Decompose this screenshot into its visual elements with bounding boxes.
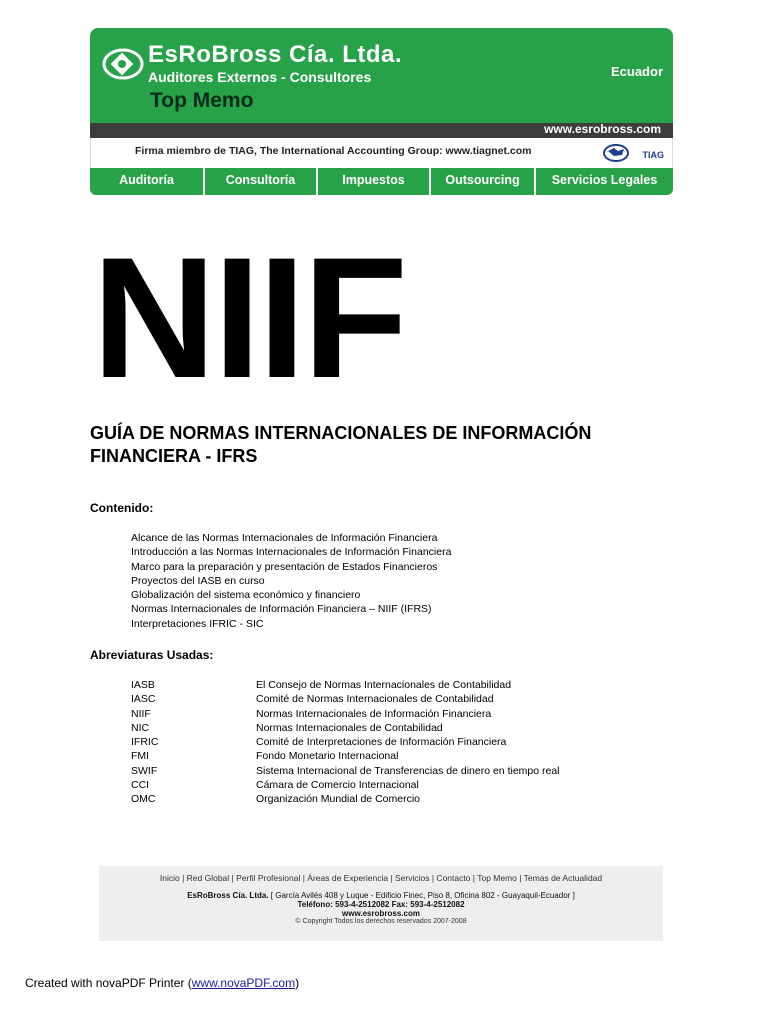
abbreviation-code: NIIF [131,707,151,720]
firm-member-text: Firma miembro de TIAG, The International Accounting Group: www.tiagnet.com [135,145,532,157]
website-bar [90,123,673,138]
abbreviation-meaning: Sistema Internacional de Transferencias de dinero en tiempo real [256,764,560,777]
abbreviation-meaning: Comité de Interpretaciones de Información Financiera [256,736,507,749]
footer-company: EsRoBross Cía. Ltda. [187,891,269,900]
nav-servicios-legales[interactable]: Servicios Legales [551,173,658,187]
abbreviation-row [131,778,560,792]
document-title-line-1: GUÍA DE NORMAS INTERNACIONALES DE INFORMACIÓN [90,423,592,443]
contents-item: Alcance de las Normas Internacionales de Información Financiera [131,532,438,544]
company-tagline: Auditores Externos - Consultores [148,69,372,85]
created-prefix: Created with novaPDF Printer ( [25,976,192,990]
footer-website[interactable]: www.esrobross.com [342,909,420,918]
abbreviation-code: OMC [131,793,156,806]
abbreviation-row [131,792,560,806]
abbreviation-code: IASC [131,693,156,706]
abbreviation-meaning: Fondo Monetario Internacional [256,750,399,763]
document-title [90,422,690,468]
contents-item: Proyectos del IASB en curso [131,574,265,587]
footer-address [99,891,663,900]
firm-member-bar [90,138,673,168]
website-link[interactable]: www.esrobross.com [544,122,661,136]
abbreviation-meaning: Comité de Normas Internacionales de Contabilidad [256,693,494,706]
abbreviation-code: NIC [131,721,150,734]
nav-outsourcing[interactable]: Outsourcing [431,168,536,195]
contents-item: Interpretaciones IFRIC - SIC [131,617,264,630]
abbreviation-meaning: Normas Internacionales de Contabilidad [256,721,443,734]
company-logo-icon [102,48,144,80]
nav-auditoria[interactable]: Auditoría [90,168,205,195]
abbreviation-code: IFRIC [131,736,159,749]
abbreviation-code: SWIF [131,764,158,777]
tiag-logo [602,142,664,164]
contents-heading: Contenido: [90,501,154,515]
document-title-line-2: FINANCIERA - IFRS [90,446,258,466]
banner-green-panel [90,28,673,123]
abbreviation-row [131,707,560,721]
contents-item: Marco para la preparación y presentación de Estados Financieros [131,560,438,573]
contents-item: Globalización del sistema económico y financiero [131,589,361,602]
abbreviation-row [131,764,560,778]
contents-item: Normas Internacionales de Información Financiera – NIIF (IFRS) [131,603,432,616]
footer-copyright: © Copyright Todos los derechos reservados 2007-2008 [295,918,467,925]
country-label: Ecuador [610,64,663,79]
novapdf-link[interactable]: www.novaPDF.com [191,976,296,990]
page-footer [99,866,663,941]
company-name: EsRoBross Cía. Ltda. [148,41,403,68]
abbreviation-code: FMI [131,750,150,763]
service-nav [90,168,673,195]
abbreviations-heading: Abreviaturas Usadas: [90,648,214,662]
created-suffix: ) [295,976,300,990]
abbreviation-code: IASB [131,679,155,691]
footer-links[interactable]: Inicio | Red Global | Perfil Profesional | Áreas de Experiencia | Servicios | Contacto | Top Memo | Temas de Actualidad [159,873,603,883]
abbreviation-meaning: Cámara de Comercio Internacional [256,779,419,792]
footer-phone: Teléfono: 593-4-2512082 Fax: 593-4-2512082 [297,900,465,909]
header-banner [90,28,673,195]
abbreviations-table [131,678,560,807]
nav-impuestos[interactable]: Impuestos [318,168,431,195]
nav-consultoria[interactable]: Consultoría [205,168,318,195]
big-title: NIIF [92,222,405,414]
footer-address-text: [ García Avilés 408 y Luque - Edificio Finec, Piso 8, Oficina 802 - Guayaquil-Ecuador ] [270,891,575,900]
contents-list [131,531,451,631]
abbreviation-row [131,721,560,735]
abbreviation-code: CCI [131,779,150,792]
tiag-label: TIAG [642,150,664,160]
abbreviation-row [131,692,560,706]
abbreviation-meaning: Normas Internacionales de Información Financiera [256,707,492,720]
abbreviation-meaning: Organización Mundial de Comercio [256,793,420,806]
top-memo-title: Top Memo [150,89,254,112]
abbreviation-row [131,735,560,749]
abbreviation-row [131,678,560,692]
abbreviation-row [131,749,560,763]
abbreviation-meaning: El Consejo de Normas Internacionales de Contabilidad [256,679,512,691]
contents-item: Introducción a las Normas Internacionales de Información Financiera [131,546,452,559]
created-with-note [25,976,299,990]
globe-icon [602,142,632,164]
